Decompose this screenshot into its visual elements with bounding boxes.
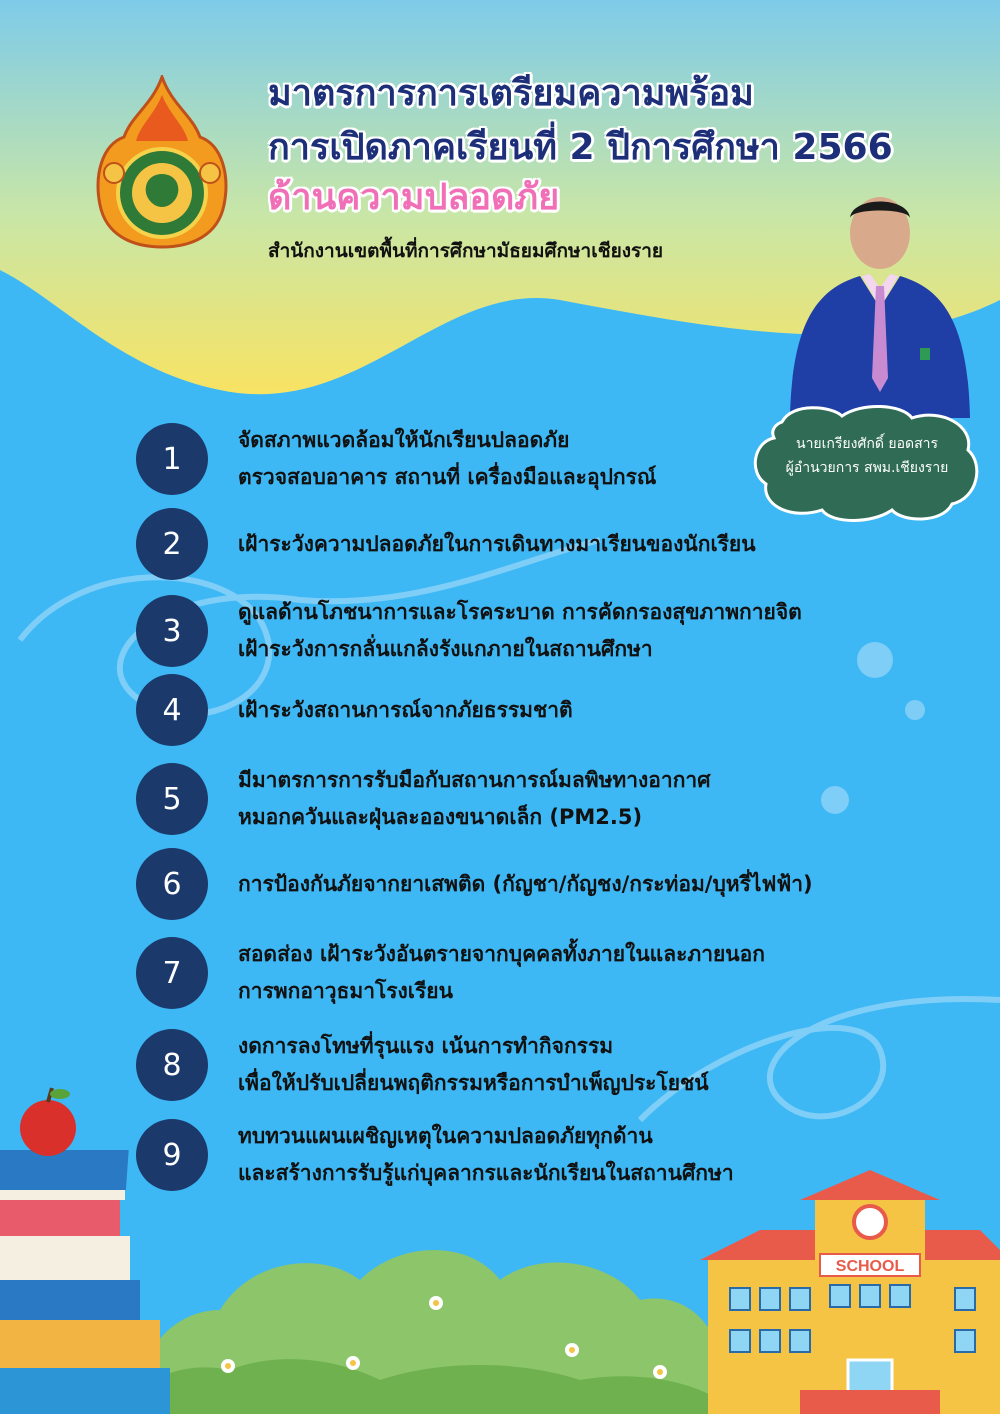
measure-item	[136, 674, 573, 746]
measure-text: มีมาตรการการรับมือกับสถานการณ์มลพิษทางอากาศ	[238, 768, 711, 792]
measure-item	[136, 848, 813, 920]
director-caption	[752, 432, 982, 480]
measure-number: 9	[136, 1119, 208, 1191]
measure-text: หมอกควันและฝุ่นละอองขนาดเล็ก (PM2.5)	[238, 805, 643, 829]
measure-item	[136, 508, 756, 580]
measure-text: และสร้างการรับรู้แก่บุคลากรและนักเรียนในสถานศึกษา	[238, 1161, 734, 1185]
measure-text: ทบทวนแผนเผชิญเหตุในความปลอดภัยทุกด้าน	[238, 1124, 653, 1148]
measure-text: ดูแลด้านโภชนาการและโรคระบาด การคัดกรองสุขภาพกายจิต	[238, 600, 802, 624]
measure-number: 7	[136, 937, 208, 1009]
organization-name: สำนักงานเขตพื้นที่การศึกษามัธยมศึกษาเชียงราย	[268, 240, 664, 262]
bottom-illustration	[0, 1060, 1000, 1414]
measure-item	[136, 594, 802, 668]
measure-text: สอดส่อง เฝ้าระวังอันตรายจากบุคคลทั้งภายในและภายนอก	[238, 942, 765, 966]
measure-text: เฝ้าระวังความปลอดภัยในการเดินทางมาเรียนของนักเรียน	[238, 531, 756, 556]
measure-text: ตรวจสอบอาคาร สถานที่ เครื่องมือและอุปกรณ์	[238, 465, 657, 489]
measure-text: เฝ้าระวังการกลั่นแกล้งรังแกภายในสถานศึกษา	[238, 637, 653, 661]
measure-item	[136, 422, 656, 496]
measure-text: เพื่อให้ปรับเปลี่ยนพฤติกรรมหรือการบำเพ็ญประโยชน์	[238, 1071, 709, 1095]
measure-number: 2	[136, 508, 208, 580]
director-position: ผู้อำนวยการ สพม.เชียงราย	[785, 460, 949, 476]
director-photo	[780, 178, 980, 418]
title-line-2: การเปิดภาคเรียนที่ 2 ปีการศึกษา 2566	[268, 127, 893, 168]
school-sign: SCHOOL	[835, 1258, 905, 1275]
title-line-3: ด้านความปลอดภัย	[268, 177, 560, 218]
measure-number: 5	[136, 763, 208, 835]
measure-number: 8	[136, 1029, 208, 1101]
measure-text: เฝ้าระวังสถานการณ์จากภัยธรรมชาติ	[238, 697, 573, 722]
obec-emblem	[92, 75, 232, 250]
director-name: นายเกรียงศักดิ์ ยอดสาร	[796, 436, 938, 452]
measure-text: งดการลงโทษที่รุนแรง เน้นการทำกิจกรรม	[238, 1034, 614, 1058]
measure-text: การพกอาวุธมาโรงเรียน	[238, 979, 453, 1003]
measure-item	[136, 762, 711, 836]
measure-number: 6	[136, 848, 208, 920]
measure-text: จัดสภาพแวดล้อมให้นักเรียนปลอดภัย	[238, 428, 570, 452]
measure-number: 3	[136, 595, 208, 667]
measure-item	[136, 936, 765, 1010]
title-line-1: มาตรการการเตรียมความพร้อม	[268, 73, 754, 114]
measure-number: 4	[136, 674, 208, 746]
measure-text: การป้องกันภัยจากยาเสพติด (กัญชา/กัญชง/กระท่อม/บุหรี่ไฟฟ้า)	[238, 871, 813, 896]
measure-number: 1	[136, 423, 208, 495]
